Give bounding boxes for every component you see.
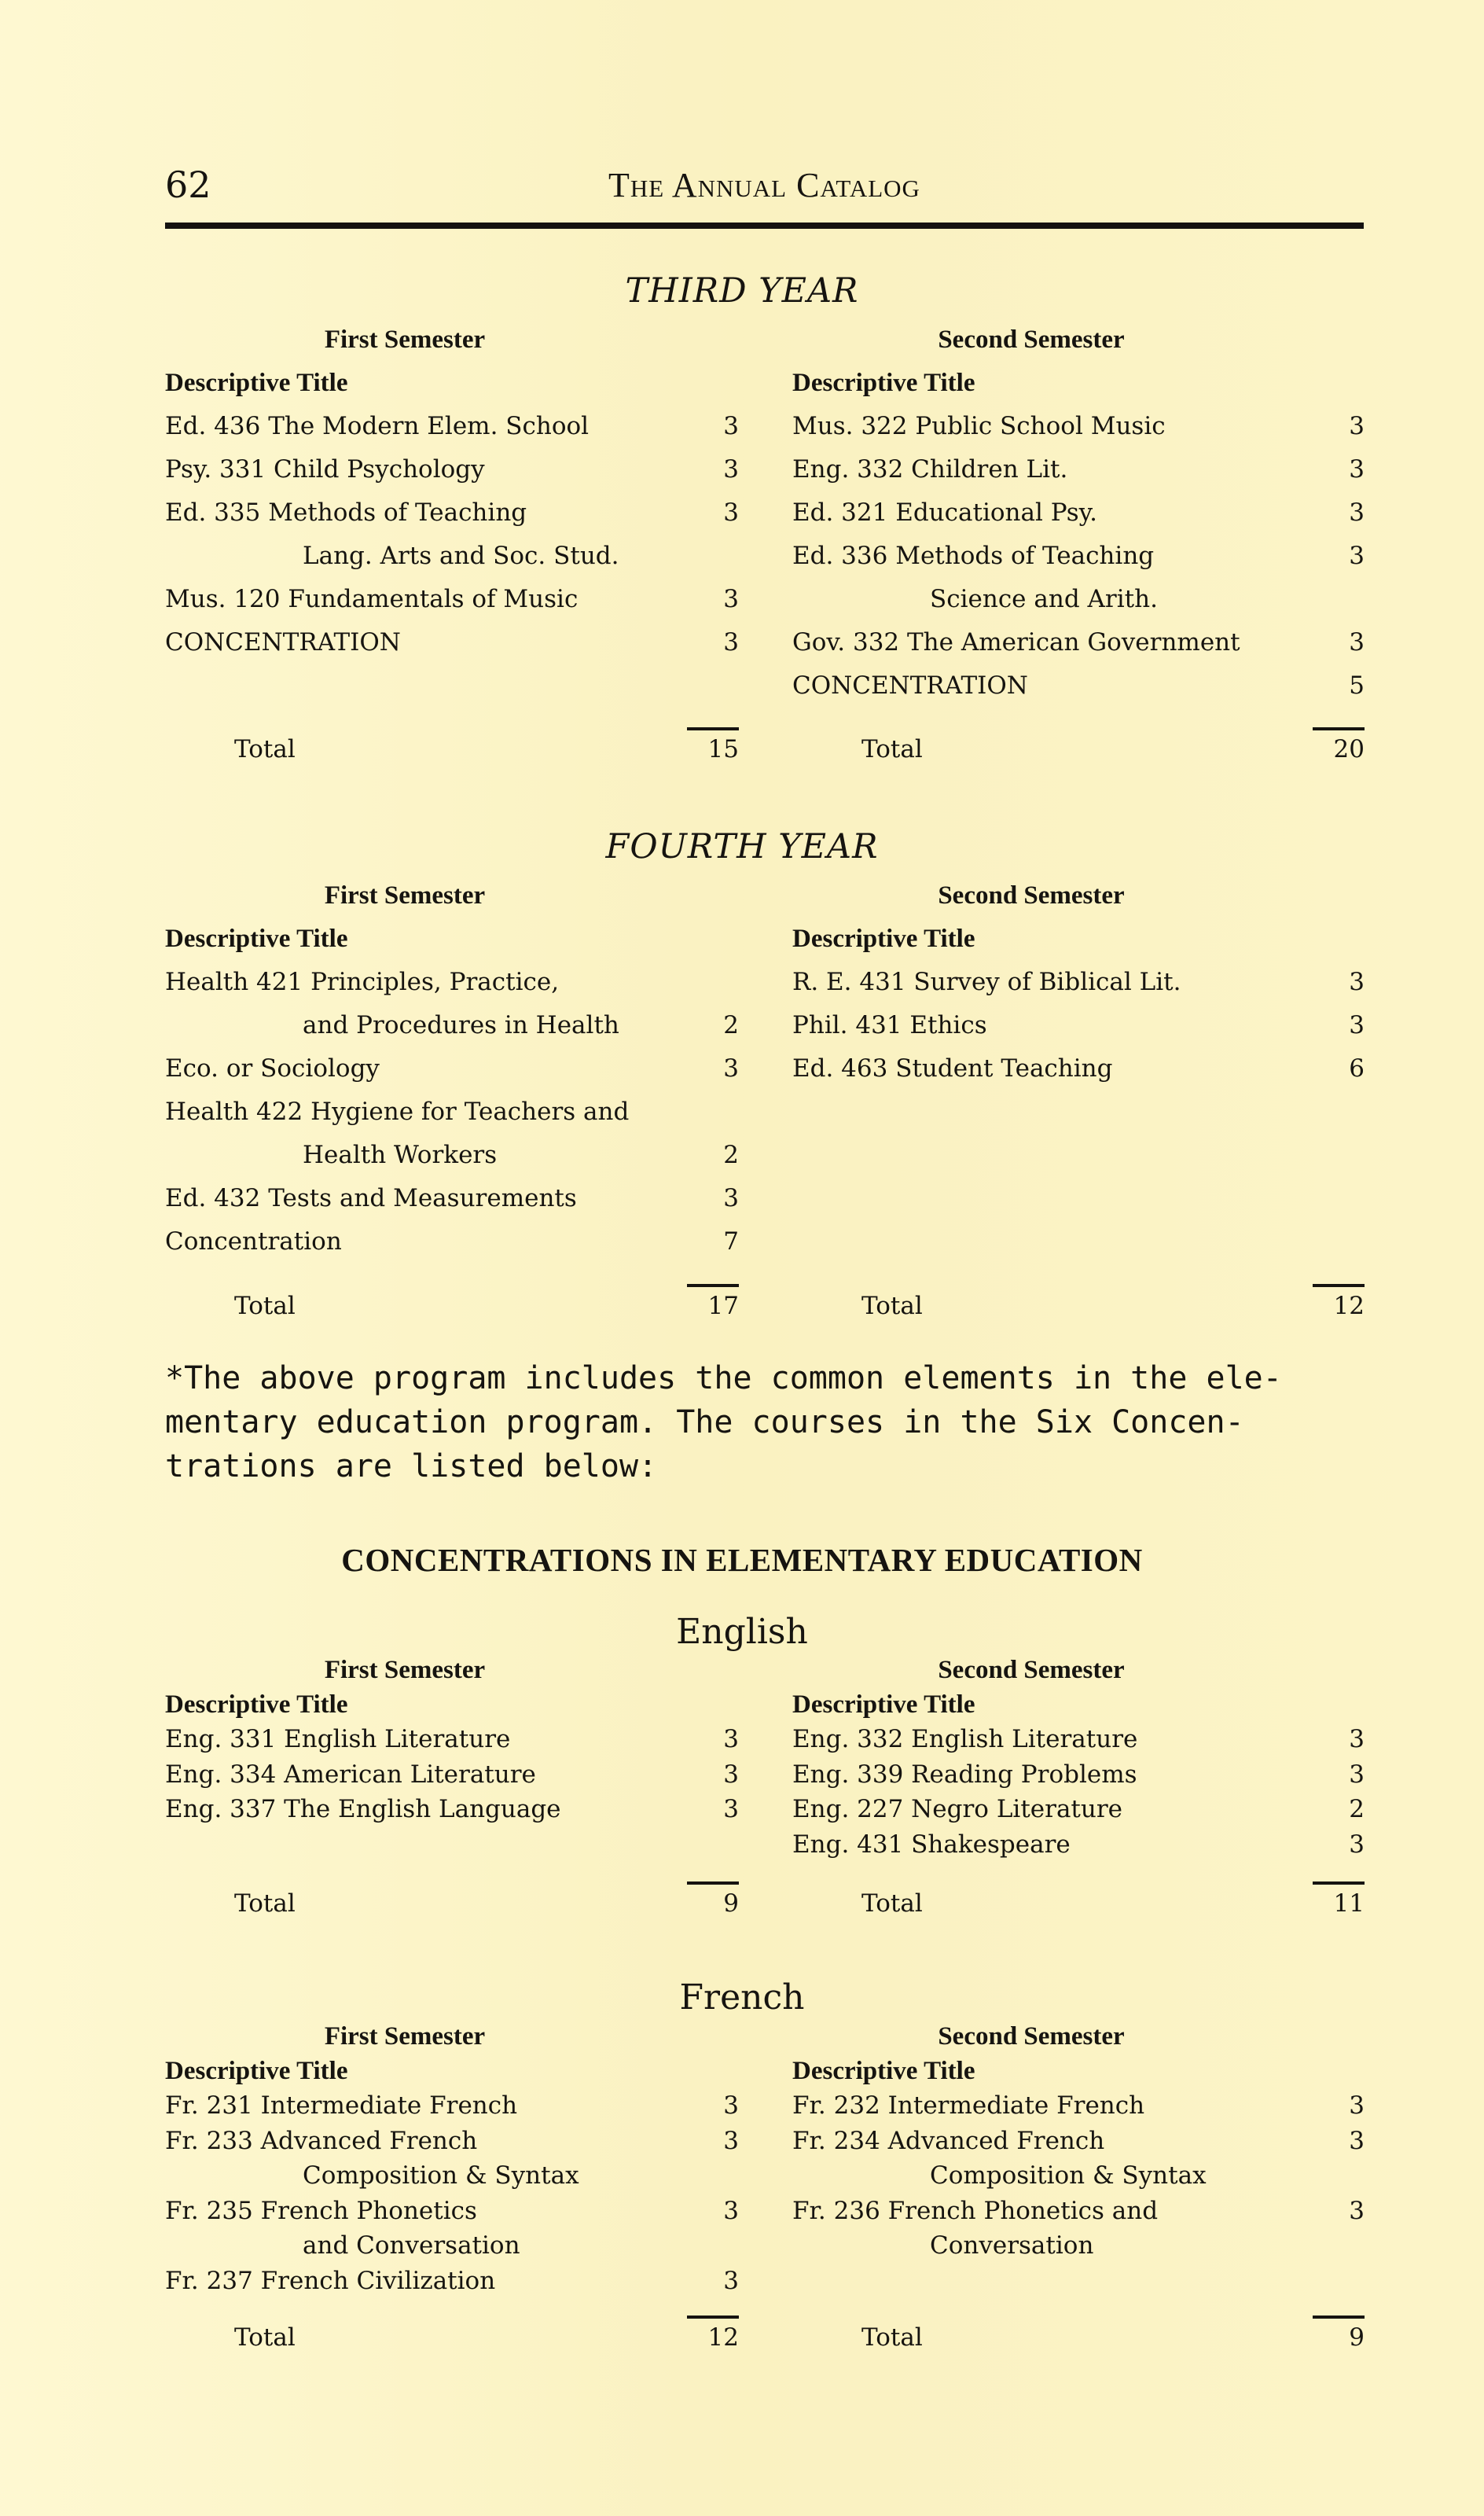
course-row: Concentration 7 (165, 1220, 739, 1264)
total-value: 9 (1349, 2323, 1365, 2352)
course-row: Eng. 331 English Literature 3 (165, 1722, 739, 1757)
credits: 3 (1349, 1011, 1365, 1039)
credits: 2 (1349, 1795, 1365, 1823)
semester-heading: First Semester (324, 326, 486, 354)
credits: 3 (1349, 542, 1365, 570)
semester-heading: Second Semester (938, 326, 1125, 354)
french-first-semester (165, 2019, 739, 2298)
course-row: Ed. 321 Educational Psy. 3 (792, 491, 1365, 535)
course-row: Eng. 337 The English Language 3 (165, 1792, 739, 1827)
course-row: Mus. 322 Public School Music 3 (792, 405, 1365, 448)
course-row: Fr. 237 French Civilization 3 (165, 2264, 739, 2299)
total-value: 20 (1333, 735, 1365, 763)
total-rule (687, 1284, 739, 1287)
total-label: Total (234, 1292, 296, 1320)
total-label: Total (861, 735, 923, 763)
credits: 3 (1349, 1830, 1365, 1859)
total-rule (1313, 2316, 1365, 2319)
descriptive-title-heading: Descriptive Title (165, 1690, 348, 1719)
credits: 3 (723, 2126, 739, 2155)
credits: 3 (723, 1184, 739, 1212)
header-rule (165, 223, 1364, 229)
total-value: 17 (707, 1292, 739, 1320)
french-second-semester (792, 2019, 1365, 2264)
semester-heading: Second Semester (938, 881, 1125, 910)
total-label: Total (861, 2323, 923, 2352)
credits: 3 (1349, 2126, 1365, 2155)
course-row: Ed. 336 Methods of Teaching 3 (792, 535, 1365, 578)
footnote-line: mentary education program. The courses in the Six Concen- (165, 1404, 1244, 1440)
credits: 3 (723, 1760, 739, 1789)
credits: 3 (1349, 968, 1365, 996)
descriptive-title-heading: Descriptive Title (165, 2057, 348, 2085)
total-rule (1313, 1881, 1365, 1885)
course-row: Ed. 335 Methods of Teaching 3 (165, 491, 739, 535)
credits: 2 (723, 1141, 739, 1169)
total-rule (1313, 727, 1365, 730)
credits: 3 (723, 2266, 739, 2295)
course-row: Eng. 227 Negro Literature 2 (792, 1792, 1365, 1827)
course-row: Gov. 332 The American Government 3 (792, 621, 1365, 664)
total-label: Total (234, 2323, 296, 2352)
semester-heading: First Semester (324, 881, 486, 910)
credits: 3 (723, 498, 739, 527)
course-row: Fr. 236 French Phonetics and 3 (792, 2194, 1365, 2229)
course-row: Phil. 431 Ethics 3 (792, 1004, 1365, 1047)
credits: 3 (723, 2091, 739, 2120)
third-year-first-semester (165, 318, 739, 664)
french-heading: French (679, 1977, 805, 2018)
total-rule (687, 1881, 739, 1885)
descriptive-title-heading: Descriptive Title (792, 369, 975, 397)
credits: 3 (1349, 1725, 1365, 1753)
course-row-continuation: Composition & Syntax (930, 2161, 1207, 2190)
total-value: 9 (723, 1889, 739, 1918)
total-value: 15 (707, 735, 739, 763)
course-row-continuation: Conversation (930, 2231, 1094, 2260)
semester-heading: First Semester (324, 2022, 486, 2051)
total-label: Total (861, 1292, 923, 1320)
course-row: Eng. 431 Shakespeare 3 (792, 1827, 1365, 1863)
course-row: Fr. 235 French Phonetics 3 (165, 2194, 739, 2229)
total-rule (687, 2316, 739, 2319)
footnote-line: trations are listed below: (165, 1448, 658, 1484)
fourth-year-heading: FOURTH YEAR (605, 827, 879, 866)
course-row-continuation: and Conversation (303, 2231, 520, 2260)
course-row: Eng. 332 English Literature 3 (792, 1722, 1365, 1757)
course-row: Fr. 231 Intermediate French 3 (165, 2088, 739, 2124)
course-row: Ed. 432 Tests and Measurements 3 (165, 1177, 739, 1220)
fourth-year-first-semester (165, 874, 739, 1264)
credits: 3 (1349, 1760, 1365, 1789)
total-rule (1313, 1284, 1365, 1287)
credits: 5 (1349, 671, 1365, 700)
credits: 3 (723, 628, 739, 657)
total-value: 12 (1333, 1292, 1365, 1320)
english-second-semester (792, 1653, 1365, 1862)
semester-heading: First Semester (324, 1656, 486, 1684)
credits: 3 (723, 1795, 739, 1823)
course-row: Fr. 233 Advanced French 3 (165, 2124, 739, 2159)
course-row: Eng. 332 Children Lit. 3 (792, 448, 1365, 491)
total-value: 11 (1333, 1889, 1365, 1918)
total-value: 12 (707, 2323, 739, 2352)
credits: 3 (723, 585, 739, 613)
course-row: Psy. 331 Child Psychology 3 (165, 448, 739, 491)
course-row: Ed. 463 Student Teaching 6 (792, 1047, 1365, 1091)
course-row: R. E. 431 Survey of Biblical Lit. 3 (792, 961, 1365, 1004)
page-number: 62 (165, 164, 211, 206)
course-row: Fr. 234 Advanced French 3 (792, 2124, 1365, 2159)
credits: 3 (1349, 455, 1365, 484)
english-first-semester (165, 1653, 739, 1827)
course-row-continuation: Lang. Arts and Soc. Stud. (303, 542, 619, 570)
semester-heading: Second Semester (938, 2022, 1125, 2051)
credits: 3 (1349, 628, 1365, 657)
semester-heading: Second Semester (938, 1656, 1125, 1684)
credits: 3 (723, 412, 739, 440)
total-label: Total (234, 1889, 296, 1918)
credits: 6 (1349, 1054, 1365, 1083)
fourth-year-second-semester (792, 874, 1365, 1091)
credits: 7 (723, 1227, 739, 1256)
course-row: CONCENTRATION 3 (165, 621, 739, 664)
credits: 2 (723, 1011, 739, 1039)
course-row: Ed. 436 The Modern Elem. School 3 (165, 405, 739, 448)
course-row: Fr. 232 Intermediate French 3 (792, 2088, 1365, 2124)
total-label: Total (861, 1889, 923, 1918)
course-row: Eng. 339 Reading Problems 3 (792, 1757, 1365, 1793)
concentrations-heading: CONCENTRATIONS IN ELEMENTARY EDUCATION (341, 1542, 1143, 1578)
credits: 3 (723, 1054, 739, 1083)
credits: 3 (723, 455, 739, 484)
descriptive-title-heading: Descriptive Title (792, 925, 975, 953)
descriptive-title-heading: Descriptive Title (165, 369, 348, 397)
credits: 3 (1349, 2196, 1365, 2225)
course-row: Mus. 120 Fundamentals of Music 3 (165, 578, 739, 621)
credits: 3 (1349, 498, 1365, 527)
course-row: CONCENTRATION 5 (792, 664, 1365, 708)
course-row-continuation: Science and Arith. (930, 585, 1158, 613)
course-row: Health 422 Hygiene for Teachers and (165, 1098, 630, 1126)
running-title: The Annual Catalog (608, 166, 920, 204)
descriptive-title-heading: Descriptive Title (165, 925, 348, 953)
credits: 3 (1349, 2091, 1365, 2120)
credits: 3 (1349, 412, 1365, 440)
page-header (165, 164, 1364, 211)
descriptive-title-heading: Descriptive Title (792, 1690, 975, 1719)
course-row: Health 421 Principles, Practice, (165, 968, 560, 996)
credits: 3 (723, 1725, 739, 1753)
course-row: Eng. 334 American Literature 3 (165, 1757, 739, 1793)
credits: 3 (723, 2196, 739, 2225)
total-rule (687, 727, 739, 730)
course-row: Eco. or Sociology 3 (165, 1047, 739, 1091)
footnote (165, 1356, 1364, 1488)
course-row-continuation: Health Workers 2 (165, 1134, 739, 1177)
third-year-heading: THIRD YEAR (625, 271, 859, 311)
descriptive-title-heading: Descriptive Title (792, 2057, 975, 2085)
course-row-continuation: and Procedures in Health 2 (165, 1004, 739, 1047)
course-row-continuation: Composition & Syntax (303, 2161, 579, 2190)
total-label: Total (234, 735, 296, 763)
third-year-second-semester (792, 318, 1365, 708)
english-heading: English (676, 1612, 808, 1652)
footnote-line: *The above program includes the common elements in the ele- (165, 1360, 1282, 1396)
